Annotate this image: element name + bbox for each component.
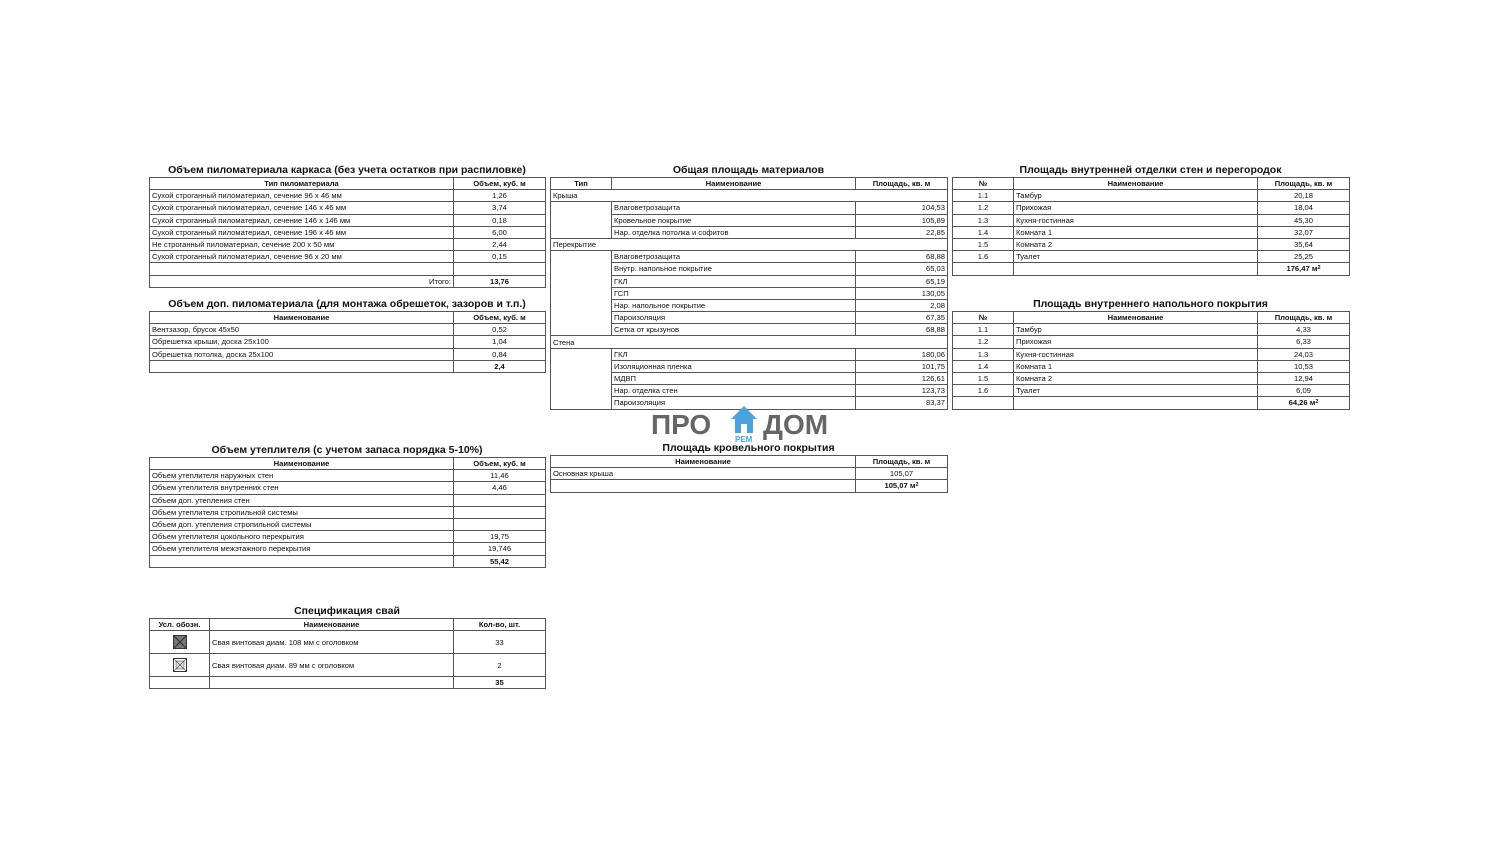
cell: 2,44: [454, 238, 546, 250]
cell: 1.1: [953, 190, 1014, 202]
cell: 130,05: [856, 287, 948, 299]
cell: 20,18: [1258, 190, 1350, 202]
lumber-frame-title: Объем пиломатериала каркаса (без учета остатков при распиловке): [168, 164, 526, 176]
table-row: [551, 348, 948, 360]
cell: Объем доп. утепления стен: [150, 494, 454, 506]
cell: 25,25: [1258, 251, 1350, 263]
cell: Кухня-гостинная: [1014, 214, 1258, 226]
roofing-area-title: Площадь кровельного покрытия: [662, 442, 835, 454]
cell: 1.6: [953, 385, 1014, 397]
cell: [551, 397, 612, 409]
total-value: 176,47 $м^2$: [1258, 263, 1350, 275]
cell: [454, 506, 546, 518]
table-row: [150, 190, 546, 202]
cell: Сухой строганный пиломатериал, сечение 96 х 20 мм: [150, 251, 454, 263]
cell: [150, 555, 454, 567]
cell: 1,04: [454, 336, 546, 348]
total-value: 55,42: [454, 555, 546, 567]
cell: 19,75: [454, 531, 546, 543]
group-label: Перекрытие: [551, 238, 948, 250]
cell: 12,94: [1258, 372, 1350, 384]
cell: Обрешетка потолка, доска 25х100: [150, 348, 454, 360]
cell: 18,04: [1258, 202, 1350, 214]
total-value: 2,4: [454, 360, 546, 372]
col-header: Наименование: [210, 619, 454, 631]
cell: Кровельное покрытие: [612, 214, 856, 226]
cell: [551, 324, 612, 336]
cell: Сетка от крызунов: [612, 324, 856, 336]
cell: 4,33: [1258, 324, 1350, 336]
logo-left-text: ПРО: [651, 409, 712, 440]
col-header: Тип пиломатериала: [150, 178, 454, 190]
col-header: №: [953, 178, 1014, 190]
cell: 6,00: [454, 226, 546, 238]
total-row: [953, 397, 1350, 409]
cell: Вентзазор, брусок 45х50: [150, 324, 454, 336]
lumber-frame-table: [149, 177, 546, 288]
col-header: Кол-во, шт.: [454, 619, 546, 631]
cell: 0,18: [454, 214, 546, 226]
piles-spec-block: [149, 605, 545, 689]
col-header: Объем, куб. м: [454, 458, 546, 470]
table-row: [551, 324, 948, 336]
cell: 65,19: [856, 275, 948, 287]
cell: Влаговетрозащита: [612, 202, 856, 214]
table-header-row: [150, 619, 546, 631]
table-row: [953, 372, 1350, 384]
cell: Изоляционная пленка: [612, 360, 856, 372]
cell: 2,08: [856, 299, 948, 311]
cell: 123,73: [856, 385, 948, 397]
cell: Объем доп. утепления стропильной системы: [150, 518, 454, 530]
col-header: Площадь, кв. м: [1258, 312, 1350, 324]
cell: [150, 677, 210, 689]
cell: [454, 494, 546, 506]
cell: Свая винтовая диам. 89 мм с оголовком: [210, 654, 454, 677]
group-row: [551, 190, 948, 202]
table-row: [150, 263, 546, 275]
cell: [1014, 397, 1258, 409]
cell: 67,35: [856, 312, 948, 324]
cell: 24,03: [1258, 348, 1350, 360]
cell: [210, 677, 454, 689]
table-header-row: [150, 178, 546, 190]
cell: Прихожая: [1014, 202, 1258, 214]
cell: Сухой строганный пиломатериал, сечение 196 х 46 мм: [150, 226, 454, 238]
table-row: [953, 238, 1350, 250]
cell: 33: [454, 631, 546, 654]
cell: Комната 2: [1014, 372, 1258, 384]
cell: Объем утеплителя межэтажного перекрытия: [150, 543, 454, 555]
cell: [551, 360, 612, 372]
cell: 19,746: [454, 543, 546, 555]
table-row: [150, 202, 546, 214]
table-row: [150, 226, 546, 238]
table-row: [551, 263, 948, 275]
cell: Комната 1: [1014, 360, 1258, 372]
cell: ГСП: [612, 287, 856, 299]
cell: 68,88: [856, 251, 948, 263]
table-row: [150, 494, 546, 506]
cell: Сухой строганный пиломатериал, сечение 146 х 146 мм: [150, 214, 454, 226]
cell: [551, 312, 612, 324]
cell: 180,06: [856, 348, 948, 360]
cell: Влаговетрозащита: [612, 251, 856, 263]
cell: 65,03: [856, 263, 948, 275]
cell: 101,75: [856, 360, 948, 372]
col-header: Наименование: [1014, 178, 1258, 190]
table-row: [551, 360, 948, 372]
cell: [551, 202, 612, 214]
col-header: Объем, куб. м: [454, 312, 546, 324]
roofing-area-table: [550, 455, 948, 493]
wall-finish-area-block: [952, 164, 1349, 276]
col-header: Наименование: [551, 456, 856, 468]
table-row: [551, 202, 948, 214]
cell: МДВП: [612, 373, 856, 385]
cell: 83,37: [856, 397, 948, 409]
table-row: [150, 543, 546, 555]
cell: Пароизоляция: [612, 397, 856, 409]
total-value: 35: [454, 677, 546, 689]
cell: [551, 348, 612, 360]
table-row: [551, 226, 948, 238]
floor-area-title: Площадь внутреннего напольного покрытия: [1033, 298, 1268, 310]
group-row: [551, 336, 948, 348]
cell: 1.6: [953, 251, 1014, 263]
logo-graphic: [651, 405, 851, 445]
table-header-row: [150, 458, 546, 470]
table-row: [551, 385, 948, 397]
cell: 68,88: [856, 324, 948, 336]
cell: [551, 299, 612, 311]
cell: [150, 360, 454, 372]
cell: Туалет: [1014, 385, 1258, 397]
insulation-table: [149, 457, 546, 568]
table-row: [150, 518, 546, 530]
cell: Объем утеплителя внутренних стен: [150, 482, 454, 494]
table-row: [150, 654, 546, 677]
table-header-row: [953, 312, 1350, 324]
cell: 1.5: [953, 238, 1014, 250]
table-header-row: [150, 312, 546, 324]
roofing-area-block: [550, 442, 947, 493]
insulation-table-block: [149, 444, 545, 568]
cell: [454, 518, 546, 530]
table-row: [953, 324, 1350, 336]
cell: 126,61: [856, 373, 948, 385]
table-row: [150, 506, 546, 518]
pile-89-symbol-icon: [173, 658, 187, 672]
col-header: Наименование: [612, 178, 856, 190]
table-row: [953, 360, 1350, 372]
floor-area-table: [952, 311, 1350, 410]
table-row: [953, 348, 1350, 360]
table-header-row: [551, 178, 948, 190]
cell: [551, 385, 612, 397]
cell: 1.3: [953, 214, 1014, 226]
cell: 4,46: [454, 482, 546, 494]
cell: Нар. отделка стен: [612, 385, 856, 397]
total-value: 13,76: [454, 275, 546, 287]
cell: 10,53: [1258, 360, 1350, 372]
insulation-title: Объем утеплителя (с учетом запаса порядка 5-10%): [211, 444, 483, 456]
cell: Объем утеплителя наружных стен: [150, 470, 454, 482]
table-row: [150, 324, 546, 336]
col-header: №: [953, 312, 1014, 324]
cell: 11,46: [454, 470, 546, 482]
cell: Тамбур: [1014, 190, 1258, 202]
lumber-frame-table-block: [149, 164, 545, 288]
wall-finish-area-title: Площадь внутренней отделки стен и перегородок: [1019, 164, 1282, 176]
table-row: [953, 251, 1350, 263]
materials-area-table: [550, 177, 948, 410]
cell: Основная крыша: [551, 468, 856, 480]
cell: Объем утеплителя цокольного перекрытия: [150, 531, 454, 543]
table-row: [551, 468, 948, 480]
cell: Сухой строганный пиломатериал, сечение 96 х 46 мм: [150, 190, 454, 202]
table-row: [150, 631, 546, 654]
col-header: Объем, куб. м: [454, 178, 546, 190]
table-row: [551, 251, 948, 263]
cell: [551, 275, 612, 287]
table-row: [551, 299, 948, 311]
cell: ГКЛ: [612, 348, 856, 360]
table-row: [150, 482, 546, 494]
table-row: [150, 238, 546, 250]
total-row: [150, 275, 546, 287]
cell: 1.2: [953, 336, 1014, 348]
table-row: [953, 385, 1350, 397]
cell: Нар. отделка потолка и софитов: [612, 226, 856, 238]
cell: Тамбур: [1014, 324, 1258, 336]
col-header: Наименование: [150, 458, 454, 470]
group-label: Стена: [551, 336, 948, 348]
table-row: [551, 373, 948, 385]
cell: Нар. напольное покрытие: [612, 299, 856, 311]
cell: Пароизоляция: [612, 312, 856, 324]
cell: 0,15: [454, 251, 546, 263]
group-label: Крыша: [551, 190, 948, 202]
cell: 45,30: [1258, 214, 1350, 226]
cell: 1.1: [953, 324, 1014, 336]
logo-right-text: ДОМ: [763, 409, 829, 440]
group-row: [551, 238, 948, 250]
total-value: 105,07 $м^2$: [856, 480, 948, 492]
cell: 105,89: [856, 214, 948, 226]
table-row: [551, 214, 948, 226]
cell: [551, 251, 612, 263]
cell: Комната 2: [1014, 238, 1258, 250]
cell: [551, 287, 612, 299]
cell: 3,74: [454, 202, 546, 214]
col-header: Наименование: [1014, 312, 1258, 324]
cell: Объем утеплителя стропильной системы: [150, 506, 454, 518]
cell: [953, 397, 1014, 409]
table-row: [953, 226, 1350, 238]
cell: Обрешетка крыши, доска 25х100: [150, 336, 454, 348]
col-header: Усл. обозн.: [150, 619, 210, 631]
materials-area-block: [550, 164, 947, 410]
cell: [551, 214, 612, 226]
cell: Кухня-гостинная: [1014, 348, 1258, 360]
cell: Прихожая: [1014, 336, 1258, 348]
table-row: [953, 214, 1350, 226]
cell: [551, 373, 612, 385]
table-header-row: [551, 456, 948, 468]
cell: 1.4: [953, 360, 1014, 372]
pile-108-symbol-icon: [173, 635, 187, 649]
cell: Не строганный пиломатериал, сечение 200 х 50 мм: [150, 238, 454, 250]
cell: 0,84: [454, 348, 546, 360]
total-label: Итого:: [150, 275, 454, 287]
col-header: Площадь, кв. м: [856, 456, 948, 468]
cell: [551, 480, 856, 492]
cell: 1.3: [953, 348, 1014, 360]
extra-lumber-title: Объем доп. пиломатериала (для монтажа обрешеток, зазоров и т.п.): [168, 298, 526, 310]
table-row: [150, 251, 546, 263]
cell: [150, 654, 210, 677]
cell: 1.5: [953, 372, 1014, 384]
piles-spec-table: [149, 618, 546, 689]
col-header: Наименование: [150, 312, 454, 324]
table-row: [953, 336, 1350, 348]
cell: 104,53: [856, 202, 948, 214]
pro-dom-logo: [651, 405, 851, 445]
materials-area-title: Общая площадь материалов: [672, 164, 825, 176]
cell: [150, 263, 454, 275]
table-header-row: [953, 178, 1350, 190]
col-header: Тип: [551, 178, 612, 190]
house-icon: [731, 406, 757, 433]
cell: [551, 226, 612, 238]
table-row: [953, 190, 1350, 202]
cell: Внутр. напольное покрытие: [612, 263, 856, 275]
table-row: [551, 312, 948, 324]
total-row: [150, 360, 546, 372]
cell: 6,33: [1258, 336, 1350, 348]
cell: 6,09: [1258, 385, 1350, 397]
piles-spec-title: Спецификация свай: [294, 605, 400, 617]
cell: 1.2: [953, 202, 1014, 214]
total-row: [150, 555, 546, 567]
col-header: Площадь, кв. м: [1258, 178, 1350, 190]
logo-sub-text: РЕМ: [735, 435, 753, 444]
table-row: [150, 336, 546, 348]
cell: 1.4: [953, 226, 1014, 238]
cell: 1,26: [454, 190, 546, 202]
cell: [150, 631, 210, 654]
cell: Сухой строганный пиломатериал, сечение 146 х 46 мм: [150, 202, 454, 214]
table-row: [551, 287, 948, 299]
cell: [1014, 263, 1258, 275]
cell: [454, 263, 546, 275]
cell: [953, 263, 1014, 275]
wall-finish-area-table: [952, 177, 1350, 276]
table-row: [953, 202, 1350, 214]
cell: 0,52: [454, 324, 546, 336]
table-row: [150, 531, 546, 543]
cell: Свая винтовая диам. 108 мм с оголовком: [210, 631, 454, 654]
table-row: [150, 470, 546, 482]
col-header: Площадь, кв. м: [856, 178, 948, 190]
table-row: [150, 348, 546, 360]
extra-lumber-table-block: [149, 298, 545, 373]
cell: Комната 1: [1014, 226, 1258, 238]
table-row: [551, 275, 948, 287]
cell: [551, 263, 612, 275]
cell: 2: [454, 654, 546, 677]
cell: 32,07: [1258, 226, 1350, 238]
cell: 35,64: [1258, 238, 1350, 250]
cell: Туалет: [1014, 251, 1258, 263]
total-row: [150, 677, 546, 689]
table-row: [150, 214, 546, 226]
cell: 22,85: [856, 226, 948, 238]
extra-lumber-table: [149, 311, 546, 373]
total-row: [953, 263, 1350, 275]
cell: 105,07: [856, 468, 948, 480]
total-value: 64,26 $м^2$: [1258, 397, 1350, 409]
floor-area-block: [952, 298, 1349, 410]
total-row: [551, 480, 948, 492]
cell: ГКЛ: [612, 275, 856, 287]
